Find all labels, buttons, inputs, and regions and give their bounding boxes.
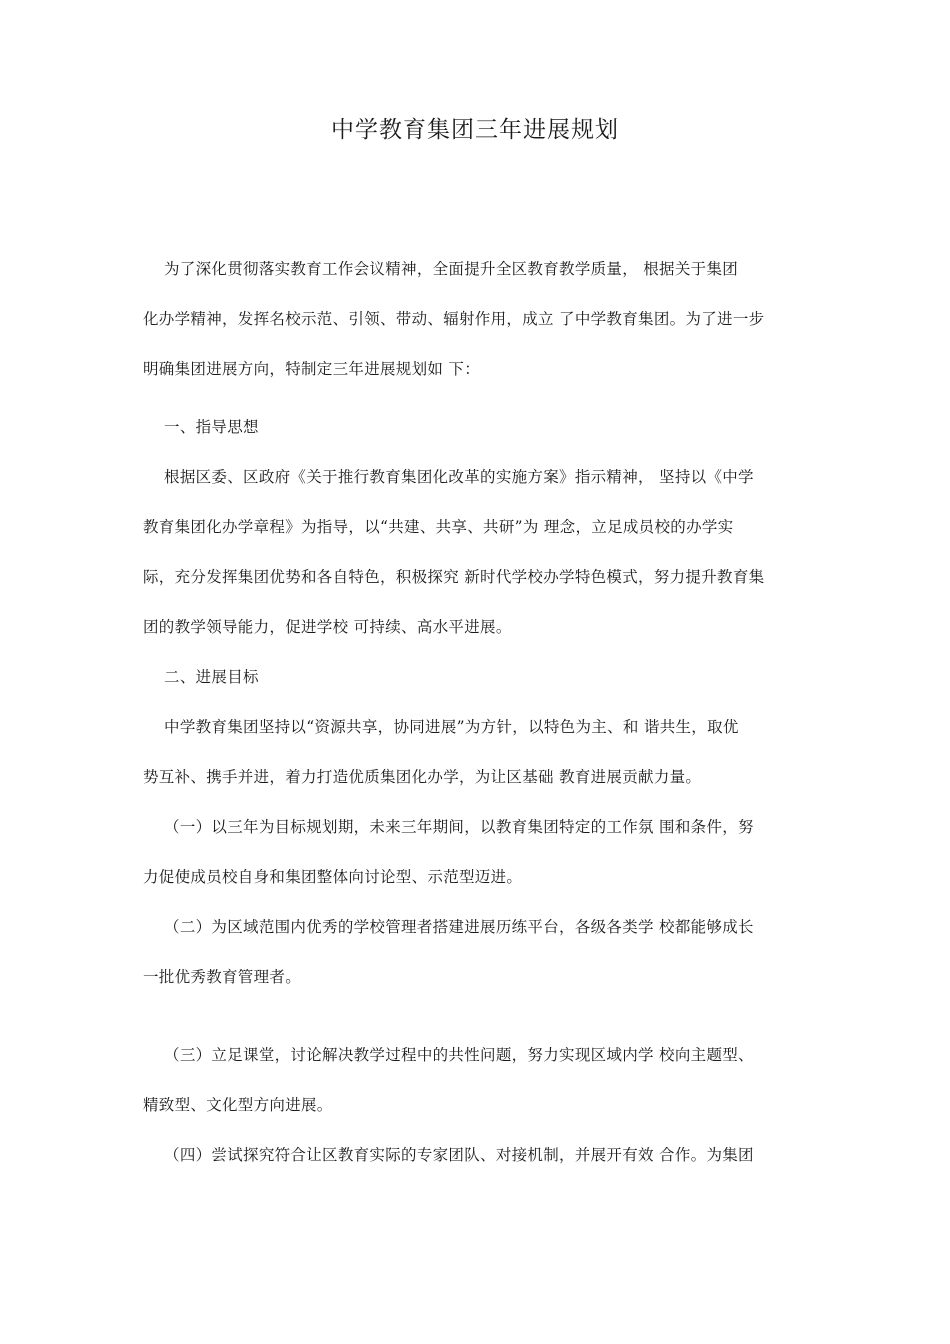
paragraph-guiding [143,452,815,652]
list-item-3 [143,1030,815,1130]
paragraph-line: 化办学精神，发挥名校示范、引领、带动、辐射作用，成立 了中学教育集团。为了进一步 [143,310,765,328]
paragraph-line: 际，充分发挥集团优势和各自特色，积极探究 新时代学校办学特色模式，努力提升教育集 [143,568,765,586]
paragraph-line: 教育集团化办学章程》为指导，以“共建、共享、共研”为 理念，立足成员校的办学实 [143,518,734,536]
paragraph-line: 一批优秀教育管理者。 [143,968,302,986]
list-item-2 [143,902,815,1002]
paragraph-line: 精致型、文化型方向进展。 [143,1096,333,1114]
paragraph-line: （三）立足课堂，讨论解决教学过程中的共性问题，努力实现区域内学 校向主题型、 [143,1046,754,1064]
paragraph-line: 势互补、携手并进，着力打造优质集团化办学，为让区基础 教育进展贡献力量。 [143,768,702,786]
list-item-1 [143,802,815,902]
list-item-4 [143,1130,815,1180]
paragraph-line: （二）为区域范围内优秀的学校管理者搭建进展历练平台，各级各类学 校都能够成长 [143,918,754,936]
paragraph-intro [143,244,815,394]
heading-line: 一、指导思想 [143,418,259,436]
section-heading-goals [143,652,815,702]
paragraph-line: 力促使成员校自身和集团整体向讨论型、示范型迈进。 [143,868,523,886]
paragraph-line: 根据区委、区政府《关于推行教育集团化改革的实施方案》指示精神， 坚持以《中学 [143,468,754,486]
document-title: 中学教育集团三年进展规划 [331,117,619,143]
paragraph-line: 中学教育集团坚持以“资源共享，协同进展”为方针，以特色为主、和 谐共生，取优 [143,718,739,736]
paragraph-line: 为了深化贯彻落实教育工作会议精神，全面提升全区教育教学质量， 根据关于集团 [143,260,739,278]
paragraph-line: 明确集团进展方向，特制定三年进展规划如 下： [143,360,481,378]
paragraph-goal [143,702,815,802]
section-heading-guiding-thought [143,402,815,452]
paragraph-line: 团的教学领导能力，促进学校 可持续、高水平进展。 [143,618,512,636]
paragraph-line: （四）尝试探究符合让区教育实际的专家团队、对接机制，并展开有效 合作。为集团 [143,1146,754,1164]
paragraph-line: （一）以三年为目标规划期，未来三年期间，以教育集团特定的工作氛 围和条件，努 [143,818,754,836]
heading-line: 二、进展目标 [143,668,259,686]
